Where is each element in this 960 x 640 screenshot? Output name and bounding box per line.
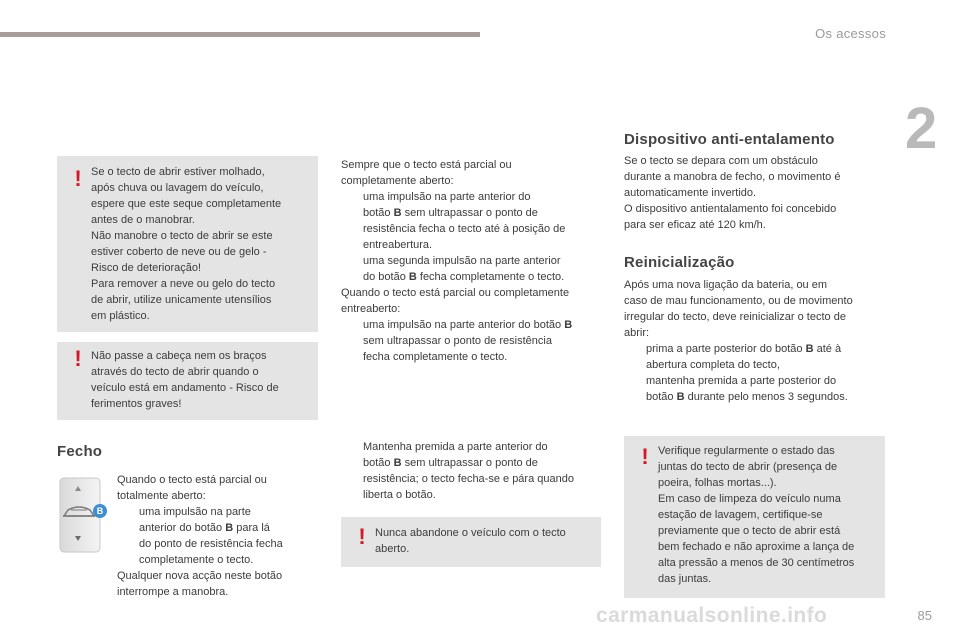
list-item: mantenha premida a parte posterior do botão B durante pelo menos 3 segundos.	[646, 375, 848, 403]
list-item: Mantenha premida a parte anterior do botão B sem ultrapassar o ponto de resistência; o tecto fecha-se e pára quando liberta o botão.	[363, 441, 574, 501]
page-number: 85	[917, 608, 932, 623]
warning-text: Verifique regularmente o estado das juntas do tecto de abrir (presença de poeira, folhas mortas...). Em caso de limpeza do veículo numa estação de lavagem, certifique-se previamente que o tecto de abrir está bem fechado e não aproxime a lança de alta pressão a menos de 30 centímetros das juntas.	[658, 445, 855, 585]
list-item: uma impulsão na parte anterior do botão B sem ultrapassar o ponto de resistência fecha completamente o tecto.	[363, 319, 573, 363]
header-accent-bar	[0, 32, 480, 37]
warning-text: Não passe a cabeça nem os braços através do tecto de abrir quando o veículo está em andamento - Risco de ferimentos graves!	[91, 350, 279, 410]
warning-box-wet-roof	[57, 156, 318, 332]
list-item: uma segunda impulsão na parte anterior do botão B fecha completamente o tecto.	[363, 255, 565, 283]
anti-entalamento-text: Se o tecto se depara com um obstáculo durante a manobra de fecho, o movimento é automaticamente invertido. O dispositivo antientalamento foi concebido para ser eficaz até 120 km/h.	[624, 155, 841, 231]
exclamation-icon: !	[74, 346, 82, 371]
warning-text: Se o tecto de abrir estiver molhado, após chuva ou lavagem do veículo, espere que este seque completamente antes de o manobrar. Não manobre o tecto de abrir se este estiver coberto de neve ou de gelo - Risco de deterioração! Para remover a neve ou gelo do tecto de abrir, utilize unicamente utensílios em plástico.	[91, 166, 282, 322]
exclamation-icon: !	[641, 444, 649, 469]
list-item: uma impulsão na parte anterior do botão B para lá do ponto de resistência fecha completamente o tecto.	[139, 506, 283, 566]
fecho-text: Quando o tecto está parcial ou totalmente aberto: uma impulsão na parte anterior do botão B para lá do ponto de resistência fecha completamente o tecto. Qualquer nova acção neste botão interrompe a manobra.	[117, 472, 317, 600]
middle-column-text-2	[341, 439, 603, 503]
heading-reinicializacao: Reinicialização	[624, 254, 735, 271]
warning-text: Nunca abandone o veículo com o tecto aberto.	[375, 527, 566, 555]
warning-box-leave-open	[341, 517, 601, 567]
chapter-number: 2	[905, 96, 938, 161]
heading-fecho: Fecho	[57, 443, 103, 460]
button-b-badge: B	[93, 504, 107, 518]
roof-switch-illustration	[57, 476, 113, 554]
exclamation-icon: !	[358, 524, 366, 549]
watermark: carmanualsonline.info	[596, 604, 828, 627]
list-item: uma impulsão na parte anterior do botão B sem ultrapassar o ponto de resistência fecha o tecto até à posição de entreabertura.	[363, 191, 566, 251]
reinicializacao-text: Após uma nova ligação da bateria, ou em caso de mau funcionamento, ou de movimento irregular do tecto, deve reinicializar o tecto de abrir: prima a parte posterior do botão B até à abertura completa do tecto, mantenha premida a parte posterior do botão B durante pelo menos 3 segundos.	[624, 277, 886, 405]
exclamation-icon: !	[74, 166, 82, 191]
list-item: prima a parte posterior do botão B até à abertura completa do tecto,	[646, 343, 842, 371]
warning-box-head-arms	[57, 342, 318, 420]
section-title: Os acessos	[815, 26, 886, 41]
middle-column-text: Sempre que o tecto está parcial ou completamente aberto: uma impulsão na parte anterior do botão B sem ultrapassar o ponto de resistência fecha o tecto até à posição de entreabertura. uma segunda impulsão na parte anterior do botão B fecha completamente o tecto. Quando o tecto está parcial ou completamente entreaberto: uma impulsão na parte anterior do botão B sem ultrapassar o ponto de resistência fecha completamente o tecto.	[341, 157, 603, 365]
heading-anti-entalamento: Dispositivo anti-entalamento	[624, 131, 835, 148]
warning-box-check-seals	[624, 436, 885, 598]
